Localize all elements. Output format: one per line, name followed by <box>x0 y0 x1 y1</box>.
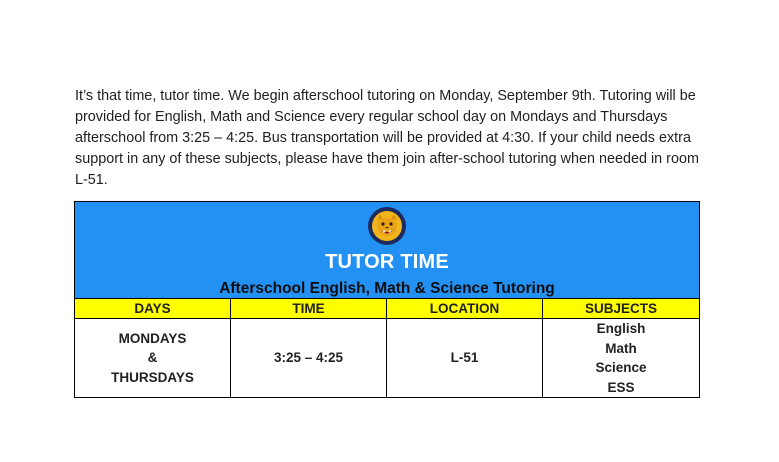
subject-english: English <box>596 321 646 336</box>
header-location: LOCATION <box>387 299 543 319</box>
table-row <box>75 319 700 398</box>
subject-math: Math <box>605 340 637 356</box>
subject-ess: ESS <box>607 379 635 395</box>
table-header-row <box>75 299 700 319</box>
cell-location: L-51 <box>387 319 543 398</box>
header-subjects: SUBJECTS <box>543 299 700 319</box>
header-days: DAYS <box>75 299 231 319</box>
cell-days <box>75 319 231 398</box>
tutor-time-table <box>74 201 700 398</box>
day-ampersand: & <box>147 350 158 366</box>
cell-time: 3:25 – 4:25 <box>231 319 387 398</box>
day-thursdays: THURSDAYS <box>111 369 194 385</box>
header-time: TIME <box>231 299 387 319</box>
banner-subtitle: Afterschool English, Math & Science Tutoring <box>219 280 555 297</box>
cell-subjects <box>543 319 700 398</box>
banner-title: TUTOR TIME <box>325 251 449 273</box>
banner <box>75 202 700 299</box>
day-mondays: MONDAYS <box>118 330 187 346</box>
subject-science: Science <box>595 360 647 375</box>
bobcat-mascot-logo-icon <box>368 207 406 245</box>
intro-paragraph: It’s that time, tutor time. We begin afterschool tutoring on Monday, September 9th. Tutoring will be provided for English, Math and Science every regular school day on Mondays and Thursdays afterschool from 3:25 – 4:25. Bus transportation will be provided at 4:30. If your child needs extra support in any of these subjects, please have them join after-school tutoring when needed in room L-51. <box>75 88 699 188</box>
